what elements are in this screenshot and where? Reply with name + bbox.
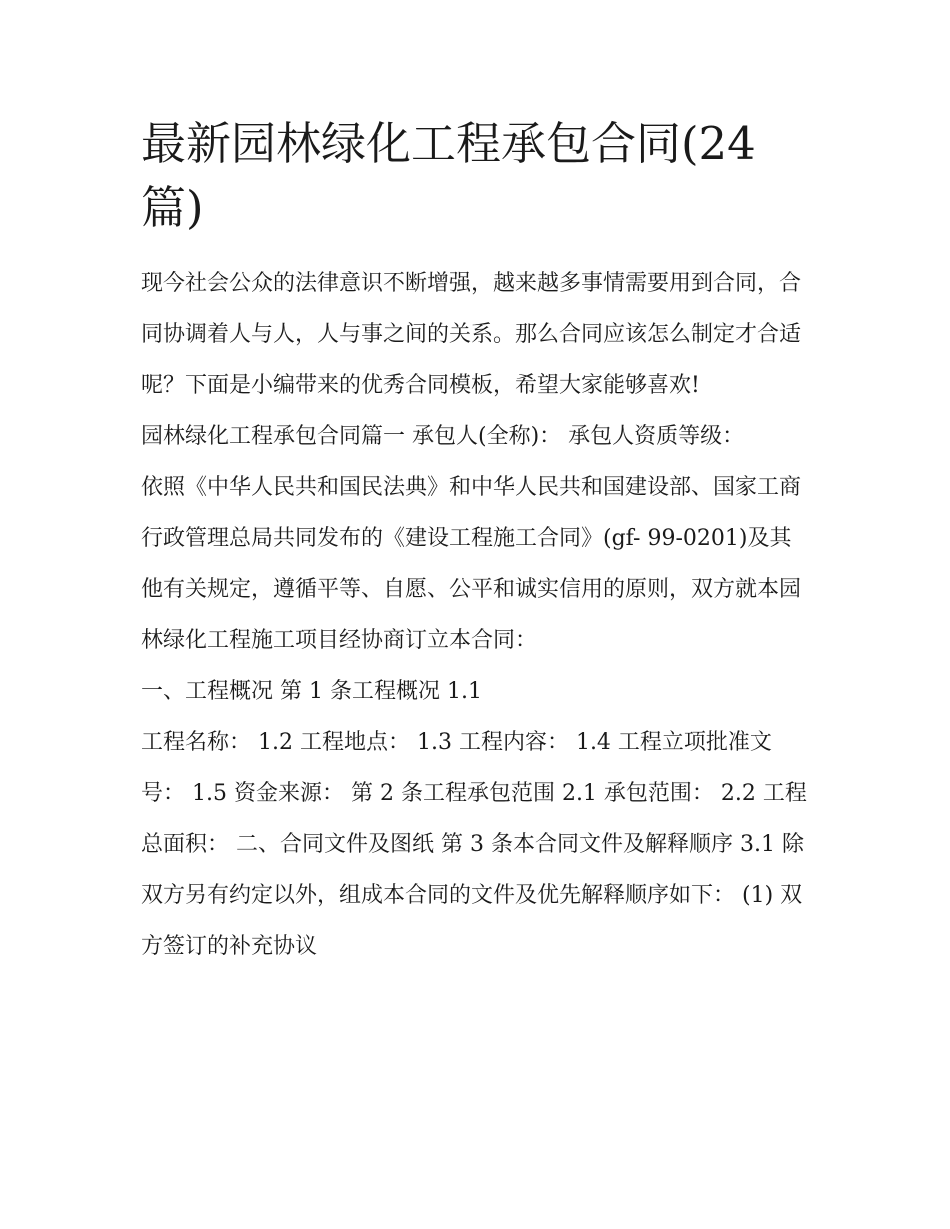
paragraph-contractor: 园林绿化工程承包合同篇一 承包人(全称)： 承包人资质等级：: [141, 424, 745, 449]
document-title: 最新园林绿化工程承包合同(24篇): [141, 117, 756, 234]
paragraph-section-one: 一、工程概况 第 1 条工程概况 1.1: [141, 679, 482, 704]
paragraph-project-details: 工程名称： 1.2 工程地点： 1.3 工程内容： 1.4 工程立项批准文号： 1.5 资金来源： 第 2 条工程承包范围 2.1 承包范围： 2.2 工程总面积： 二、合同文件及图纸 第 3 条本合同文件及解释顺序 3.1 除双方另有约定以外，组成本合同的文件及优先解释顺序如下： (1) 双方签订的补充协议: [141, 730, 807, 959]
document-page: [141, 112, 813, 972]
paragraph-intro: 现今社会公众的法律意识不断增强，越来越多事情需要用到合同，合同协调着人与人，人与事之间的关系。那么合同应该怎么制定才合适呢？下面是小编带来的优秀合同模板，希望大家能够喜欢!: [141, 271, 802, 398]
document-body: [141, 258, 813, 972]
paragraph-legal-basis: 依照《中华人民共和国民法典》和中华人民共和国建设部、国家工商行政管理总局共同发布的《建设工程施工合同》(gf- 99-0201)及其他有关规定，遵循平等、自愿、公平和诚实信用的原则，双方就本园林绿化工程施工项目经协商订立本合同：: [141, 475, 802, 653]
